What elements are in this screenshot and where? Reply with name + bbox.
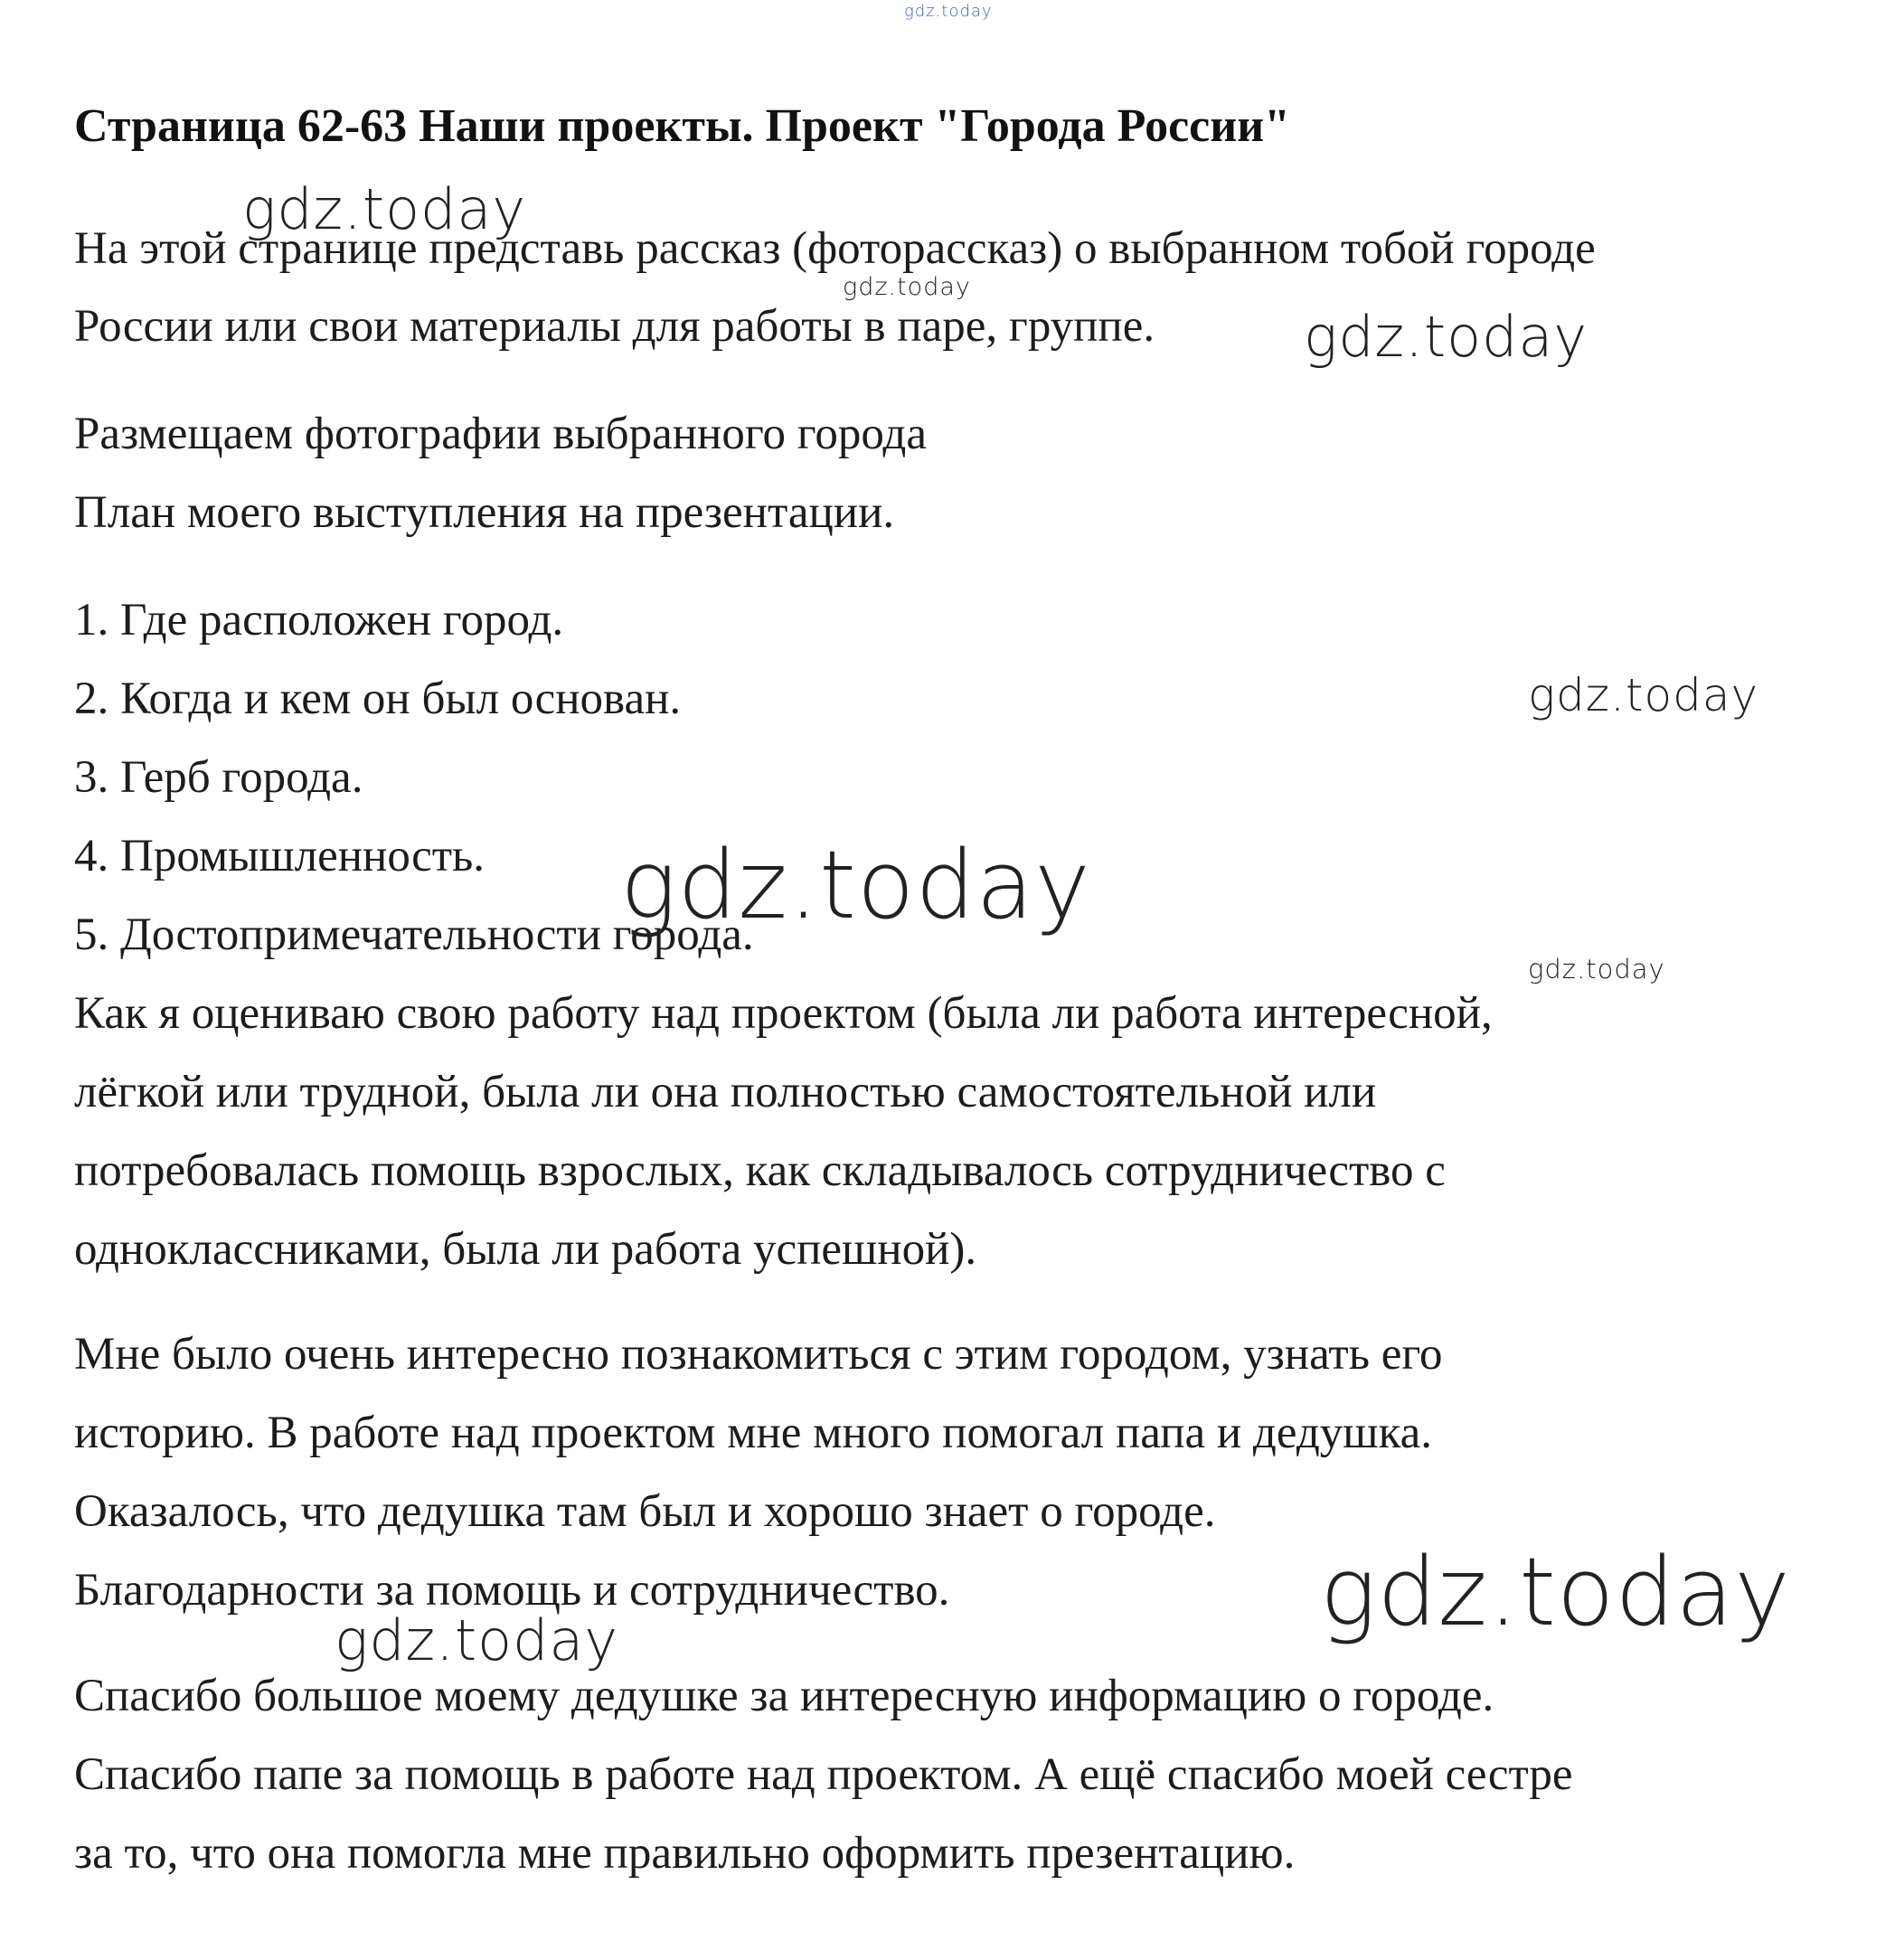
plan-item-5: 5. Достопримечательности города. bbox=[74, 909, 754, 960]
evaluation-answer-line-4: Благодарности за помощь и сотрудничество. bbox=[74, 1565, 950, 1616]
watermark-4: gdz.today bbox=[1528, 669, 1759, 721]
plan-item-1: 1. Где расположен город. bbox=[74, 595, 564, 645]
evaluation-answer-line-2: историю. В работе над проектом мне много помогал папа и дедушка. bbox=[74, 1408, 1432, 1458]
evaluation-answer-line-3: Оказалось, что дедушка там был и хорошо знает о городе. bbox=[74, 1486, 1216, 1537]
watermark-1: gdz.today bbox=[242, 176, 527, 242]
watermark-5: gdz.today bbox=[620, 830, 1091, 940]
thanks-line-3: за то, что она помогла мне правильно оформить презентацию. bbox=[74, 1828, 1296, 1879]
evaluation-question-line-4: одноклассниками, была ли работа успешной). bbox=[74, 1224, 977, 1275]
thanks-line-2: Спасибо папе за помощь в работе над проектом. А ещё спасибо моей сестре bbox=[74, 1749, 1573, 1800]
thanks-line-1: Спасибо большое моему дедушке за интересную информацию о городе. bbox=[74, 1671, 1494, 1721]
plan-item-4: 4. Промышленность. bbox=[74, 831, 486, 881]
photos-line: Размещаем фотографии выбранного города bbox=[74, 409, 928, 459]
intro-line-1: На этой странице представь рассказ (фоторассказ) о выбранном тобой городе bbox=[74, 223, 1596, 274]
plan-item-3: 3. Герб города. bbox=[74, 752, 363, 803]
watermark-8: gdz.today bbox=[335, 1607, 619, 1673]
watermark-2: gdz.today bbox=[843, 273, 971, 301]
watermark-6: gdz.today bbox=[1528, 954, 1665, 985]
page-title: Страница 62-63 Наши проекты. Проект "Города России" bbox=[74, 100, 1291, 152]
site-mark[interactable]: gdz.today bbox=[904, 2, 993, 21]
intro-line-2: России или свои материалы для работы в паре, группе. bbox=[74, 301, 1155, 352]
watermark-7: gdz.today bbox=[1320, 1537, 1791, 1647]
evaluation-question-line-2: лёгкой или трудной, была ли она полностью самостоятельной или bbox=[74, 1067, 1377, 1117]
plan-item-2: 2. Когда и кем он был основан. bbox=[74, 674, 682, 724]
plan-heading: План моего выступления на презентации. bbox=[74, 487, 895, 538]
evaluation-question-line-1: Как я оцениваю свою работу над проектом (была ли работа интересной, bbox=[74, 988, 1493, 1039]
watermark-3: gdz.today bbox=[1304, 304, 1589, 370]
evaluation-question-line-3: потребовалась помощь взрослых, как складывалось сотрудничество с bbox=[74, 1145, 1446, 1196]
evaluation-answer-line-1: Мне было очень интересно познакомиться с этим городом, узнать его bbox=[74, 1329, 1443, 1380]
